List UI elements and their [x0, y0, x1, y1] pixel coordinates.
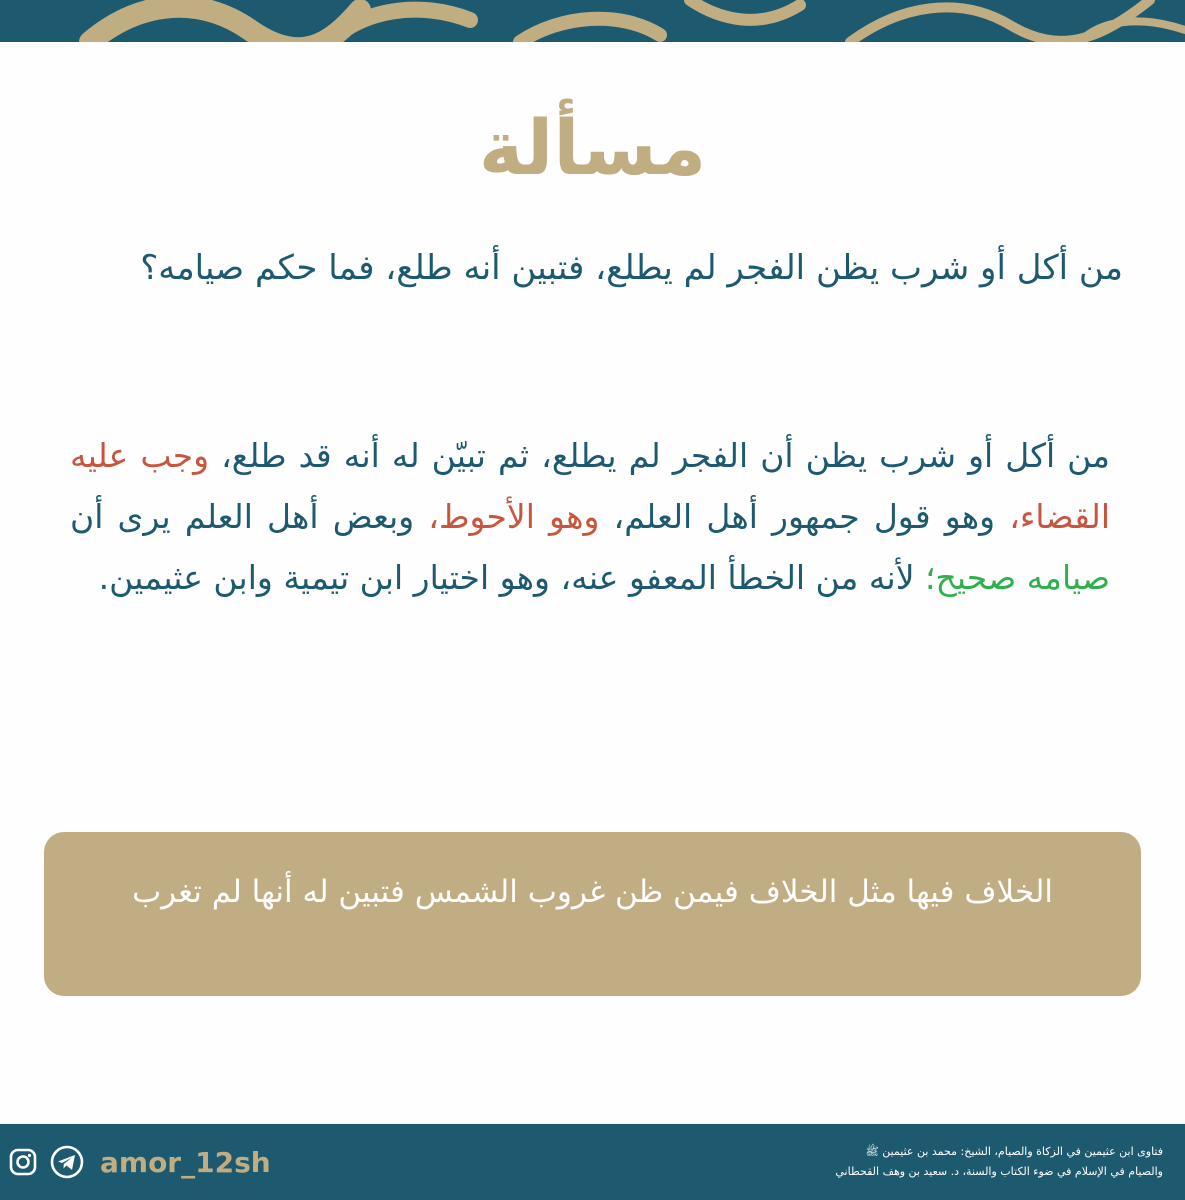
answer-text-3: وبعض أهل العلم يرى أن [70, 497, 429, 536]
answer-paragraph [70, 425, 1110, 608]
source-line-2: والصيام في الإسلام في ضوء الكتاب والسنة، د. سعيد بن وهف القحطاني [835, 1165, 1163, 1178]
source-line-1: فتاوى ابن عثيمين في الزكاة والصيام، الشيخ: محمد بن عثيمين ﷺ [865, 1145, 1163, 1158]
highlight-qada: وجب عليه القضاء، [70, 436, 1111, 536]
answer-text-1: من أكل أو شرب يظن أن الفجر لم يطلع، ثم تبيّن له أنه قد طلع، [221, 436, 1110, 475]
highlight-ahwat: وهو الأحوط، [428, 497, 600, 536]
top-decorative-band [0, 0, 1185, 42]
page-title: مسألة [478, 103, 707, 192]
note-box [44, 832, 1141, 996]
telegram-icon[interactable] [50, 1145, 84, 1179]
highlight-sahih: صيامه صحيح؛ [925, 558, 1110, 597]
account-handle: amor_12sh [100, 1145, 271, 1179]
source-citation [743, 1142, 1163, 1182]
calligraphy-decoration [0, 0, 1185, 42]
answer-text-2: وهو قول جمهور أهل العلم، [599, 497, 1010, 536]
social-links [6, 1142, 271, 1182]
question-text: من أكل أو شرب يظن الفجر لم يطلع، فتبين أنه طلع، فما حكم صيامه؟ [140, 248, 1123, 288]
note-text: الخلاف فيها مثل الخلاف فيمن ظن غروب الشمس فتبين له أنها لم تغرب [131, 874, 1054, 910]
instagram-icon[interactable] [6, 1145, 40, 1179]
footer [0, 1124, 1185, 1200]
answer-text-4: لأنه من الخطأ المعفو عنه، وهو اختيار ابن تيمية وابن عثيمين. [98, 558, 926, 597]
